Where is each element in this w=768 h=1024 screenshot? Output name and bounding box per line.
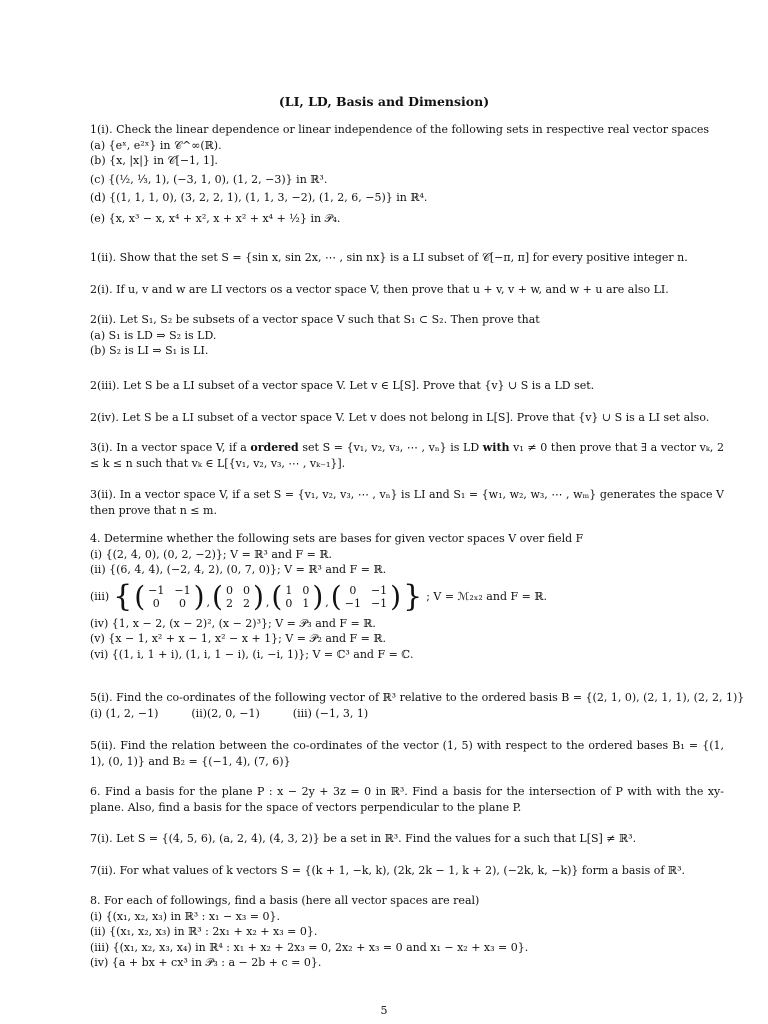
page-title: (LI, LD, Basis and Dimension) [278,94,490,109]
matrix-cell: 0 [242,583,250,597]
question-1i-a: (a) {eˣ, e²ˣ} in 𝒞^∞(ℝ). [90,138,222,152]
question-4-iv: (iv) {1, x − 2, (x − 2)², (x − 2)³}; V = 𝒫₃ and F = ℝ. [90,616,376,630]
matrix-left-paren: ( [134,579,146,613]
question-2iii [90,378,724,394]
question-3i [90,440,724,471]
question-6 [90,784,724,815]
question-8 [90,893,724,971]
question-2ii-stem: 2(ii). Let S₁, S₂ be subsets of a vector space V such that S₁ ⊂ S₂. Then prove that [90,313,540,326]
question-1ii [90,250,724,266]
matrix-cell: 0 [349,583,357,597]
matrix-cell: 0 [179,596,186,610]
question-4-ii: (ii) {(6, 4, 4), (−2, 4, 2), (0, 7, 0)}; V = ℝ³ and F = ℝ. [90,563,387,576]
matrix-cell: 0 [152,596,160,610]
question-2i-text: 2(i). If u, v and w are LI vectors os a vector space V, then prove that u + v, v + w, and w + u are also LI. [90,283,669,296]
question-5ii-text: 5(ii). Find the relation between the co-ordinates of the vector (1, 5) with respect to the ordered bases B₁ = {(1, 1), (0, 1)} and B₂ = {(−1, 4), (7, 6)} [90,739,724,768]
matrix-left-paren: ( [271,579,283,613]
question-6-text: 6. Find a basis for the plane P : x − 2y + 3z = 0 in ℝ³. Find a basis for the intersection of P with with the xy-plane. Also, find a basis for the space of vectors perpendicular to the plane P. [90,785,724,814]
question-4 [90,531,724,662]
question-5i [90,690,745,721]
matrix-cell: 0 [285,596,293,610]
question-4-i: (i) {(2, 4, 0), (0, 2, −2)}; V = ℝ³ and F = ℝ. [90,547,332,561]
question-7ii [90,863,724,879]
matrix-separator: , [206,596,211,609]
question-4-iii [90,580,724,614]
question-3i-text: 3(i). In a vector space V, if a ordered set S = {v₁, v₂, v₃, ⋯ , vₙ} is LD with v₁ ≠ 0 then prove that ∃ a vector vₖ, 2 ≤ k ≤ n such that vₖ ∈ L[{v₁, v₂, v₃, ⋯ , vₖ₋₁}]. [90,441,725,470]
question-8-stem: 8. For each of followings, find a basis (here all vector spaces are real) [90,894,480,907]
question-4-vi: (vi) {(1, i, 1 + i), (1, i, 1 − i), (i, −i, 1)}; V = ℂ³ and F = ℂ. [90,647,414,661]
question-7i [90,831,724,847]
matrix-cell: −1 [344,596,361,610]
question-2ii-b: (b) S₂ is LI ⇒ S₁ is LI. [90,344,209,357]
matrix-left-paren: ( [212,579,223,613]
question-1i-e: (e) {x, x³ − x, x⁴ + x², x + x² + x⁴ + ½} in 𝒫₄. [90,211,341,225]
question-1i-c: (c) {(½, ⅓, 1), (−3, 1, 0), (1, 2, −3)} in ℝ³. [90,172,328,186]
matrix-right-paren: ) [193,579,205,613]
question-8-ii: (ii) {(x₁, x₂, x₃) in ℝ³ : 2x₁ + x₂ + x₃ = 0}. [90,925,318,938]
question-5i-item-1: (i) (1, 2, −1) [90,706,159,720]
matrix-list [134,579,402,613]
set-open-brace: { [113,578,133,614]
question-4-v: (v) {x − 1, x² + x − 1, x² − x + 1}; V = 𝒫₂ and F = ℝ. [90,632,387,645]
question-4-stem: 4. Determine whether the following sets are bases for given vector spaces V over field F [90,532,584,545]
matrix-right-paren: ) [312,579,324,613]
matrix-4 [330,579,402,613]
matrix-cell: −1 [148,583,165,597]
question-3ii [90,487,724,518]
question-5i-item-3: (iii) (−1, 3, 1) [292,706,369,720]
matrix-cell: 2 [225,596,233,610]
matrix-cell: 0 [302,583,310,597]
matrix-cell: 2 [242,596,250,610]
matrix-3 [271,579,324,613]
question-2iv [90,410,724,426]
matrix-left-paren: ( [330,579,342,613]
question-8-i: (i) {(x₁, x₂, x₃) in ℝ³ : x₁ − x₃ = 0}. [90,909,280,923]
question-4-iii-label: (iii) [90,589,110,603]
question-5i-items [90,706,724,722]
question-2iv-text: 2(iv). Let S be a LI subset of a vector space V. Let v does not belong in L[S]. Prove that {v} ∪ S is a LI set also. [90,411,710,424]
question-1ii-text: 1(ii). Show that the set S = {sin x, sin 2x, ⋯ , sin nx} is a LI subset of 𝒞[−π, π] for every positive integer n. [90,251,688,264]
question-7ii-text: 7(ii). For what values of k vectors S = {(k + 1, −k, k), (2k, 2k − 1, k + 2), (−2k, k, −k)} form a basis of ℝ³. [90,864,685,877]
question-1i [90,122,724,226]
question-2ii-a: (a) S₁ is LD ⇒ S₂ is LD. [90,328,217,342]
matrix-separator: , [265,596,270,609]
ordered-emphasis: ordered [250,441,299,454]
matrix-cell: 1 [302,596,310,610]
matrix-2 [212,579,264,613]
question-5ii [90,738,724,769]
question-2iii-text: 2(iii). Let S be a LI subset of a vector space V. Let v ∈ L[S]. Prove that {v} ∪ S is a LD set. [90,379,595,392]
question-1i-d: (d) {(1, 1, 1, 0), (3, 2, 2, 1), (1, 1, 3, −2), (1, 2, 6, −5)} in ℝ⁴. [90,191,428,204]
question-3ii-text: 3(ii). In a vector space V, if a set S = {v₁, v₂, v₃, ⋯ , vₙ} is LI and S₁ = {w₁, w₂, w₃, ⋯ , wₘ} generates the space V then prove that n ≤ m. [90,488,724,517]
matrix-separator: , [325,596,329,609]
question-8-iv: (iv) {a + bx + cx³ in 𝒫₃ : a − 2b + c = 0}. [90,956,322,969]
matrix-cell: −1 [174,583,191,597]
question-1i-stem: 1(i). Check the linear dependence or linear independence of the following sets in respective real vector spaces [90,123,710,136]
matrix-right-paren: ) [252,579,264,613]
matrix-cell: 0 [225,583,233,597]
matrix-right-paren: ) [390,579,402,613]
with-emphasis: with [482,441,510,454]
question-8-iii: (iii) {(x₁, x₂, x₃, x₄) in ℝ⁴ : x₁ + x₂ + 2x₃ = 0, 2x₂ + x₃ = 0 and x₁ − x₂ + x₃ = 0}. [90,940,529,954]
question-7i-text: 7(i). Let S = {(4, 5, 6), (a, 2, 4), (4, 3, 2)} be a set in ℝ³. Find the values for a such that L[S] ≠ ℝ³. [90,832,637,845]
question-2i [90,282,724,298]
matrix-cell: 1 [285,583,293,597]
matrix-cell: −1 [370,596,388,610]
page-number: 5 [380,1004,388,1017]
matrix-cell: −1 [370,583,388,597]
question-2ii [90,312,724,359]
question-5i-stem: 5(i). Find the co-ordinates of the following vector of ℝ³ relative to the ordered basis B = {(2, 1, 0), (2, 1, 1), (2, 2, 1)} [90,691,745,704]
question-5i-item-2: (ii)(2, 0, −1) [191,706,260,720]
set-close-brace: } [403,578,423,614]
question-4-iii-tail: ; V = ℳ₂ₓ₂ and F = ℝ. [426,589,547,603]
question-1i-b: (b) {x, |x|} in 𝒞[−1, 1]. [90,154,218,167]
matrix-1 [134,579,205,613]
